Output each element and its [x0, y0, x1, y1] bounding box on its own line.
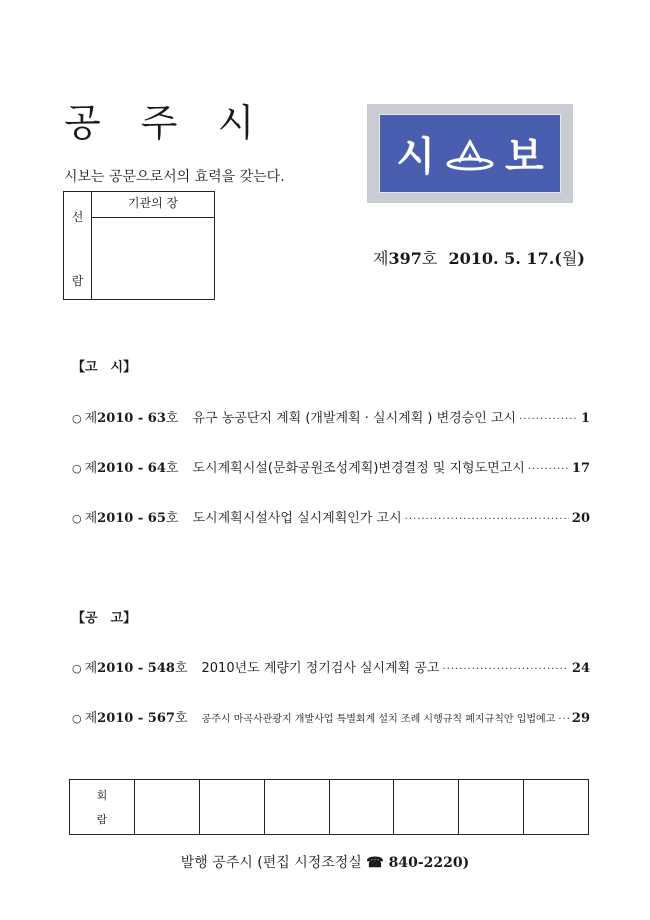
entry-number: 2010 - 65 — [97, 511, 166, 526]
logo-inner — [379, 114, 561, 193]
signature-cell — [393, 780, 458, 834]
issue-weekday: 월 — [561, 249, 578, 268]
review-head: 기관의 장 — [92, 192, 214, 218]
leader-dots — [442, 664, 568, 675]
entry-title: 공주시 마곡사관광지 개발사업 특별회계 설치 조례 시행규칙 폐지규칙안 입법예고 — [201, 714, 556, 725]
leader-dots — [558, 714, 569, 725]
issue-date: 2010. 5. 17.( — [448, 249, 562, 268]
entry-page: 17 — [571, 461, 590, 476]
review-box — [63, 191, 215, 300]
entry-title: 2010년도 계량기 정기검사 실시계획 공고 — [201, 661, 440, 676]
toc-entry[interactable]: ○ 제2010 - 65호 도시계획시설사업 실시계획인가 고시 ····· 20 — [72, 507, 590, 526]
entry-page: 1 — [580, 411, 590, 426]
signature-cell — [523, 780, 588, 834]
circulation-label: 회 람 — [96, 789, 108, 826]
entry-number: 2010 - 548 — [97, 661, 175, 676]
review-side-top: 선 — [71, 210, 84, 224]
section-announcement-label: 【공 고】 — [72, 611, 137, 626]
issue-number: 397 — [388, 249, 422, 268]
signature-cell — [264, 780, 329, 834]
entry-title: 도시계획시설(문화공원조성계획)변경결정 및 지형도면고시 — [192, 461, 525, 476]
phone-number: 840-2220) — [383, 855, 470, 871]
signature-cell — [329, 780, 394, 834]
logo-left-text: 시 — [396, 134, 435, 180]
toc-entry[interactable]: ○ 제2010 - 548호 2010년도 계량기 정기검사 실시계획 공고 ····· 24 — [72, 657, 590, 676]
emblem-icon — [445, 134, 495, 174]
publisher-info: 발행 공주시 (편집 시정조정실 ☎ 840-2220) — [180, 855, 470, 871]
logo-right-text: 보 — [505, 134, 544, 180]
signature-cell — [458, 780, 523, 834]
entry-number: 2010 - 567 — [97, 711, 175, 726]
issue-info: 제397호 2010. 5. 17.(월) — [373, 249, 585, 268]
section-notice-label: 【고 시】 — [72, 360, 137, 375]
entry-page: 20 — [571, 511, 590, 526]
entry-number: 2010 - 63 — [97, 411, 166, 426]
circulation-table — [69, 779, 589, 835]
sibo-logo — [367, 104, 573, 203]
leader-dots — [528, 464, 569, 475]
toc-entry[interactable]: ○ 제2010 - 567호 공주시 마곡사관광지 개발사업 특별회계 설치 조례 시행규칙 폐지규칙안 입법예고 ····· 29 — [72, 707, 590, 726]
signature-cell — [134, 780, 199, 834]
toc-entry[interactable]: ○ 제2010 - 63호 유구 농공단지 계획 (개발계획 · 실시계획 ) 변경승인 고시 ····· 1 — [72, 407, 590, 426]
entry-title: 유구 농공단지 계획 (개발계획 · 실시계획 ) 변경승인 고시 — [192, 411, 517, 426]
entry-title: 도시계획시설사업 실시계획인가 고시 — [192, 511, 402, 526]
leader-dots — [519, 414, 578, 425]
review-side — [64, 192, 92, 299]
entry-number: 2010 - 64 — [97, 461, 166, 476]
entry-page: 29 — [571, 711, 590, 726]
review-side-bottom: 람 — [71, 274, 84, 288]
tagline: 시보는 공문으로서의 효력을 갖는다. — [64, 169, 285, 185]
toc-entry[interactable]: ○ 제2010 - 64호 도시계획시설(문화공원조성계획)변경결정 및 지형도면고시 ····· 17 — [72, 457, 590, 476]
telephone-icon: ☎ — [366, 855, 384, 871]
city-title: 공 주 시 — [64, 101, 269, 145]
signature-cell — [199, 780, 264, 834]
entry-page: 24 — [571, 661, 590, 676]
leader-dots — [405, 514, 569, 525]
